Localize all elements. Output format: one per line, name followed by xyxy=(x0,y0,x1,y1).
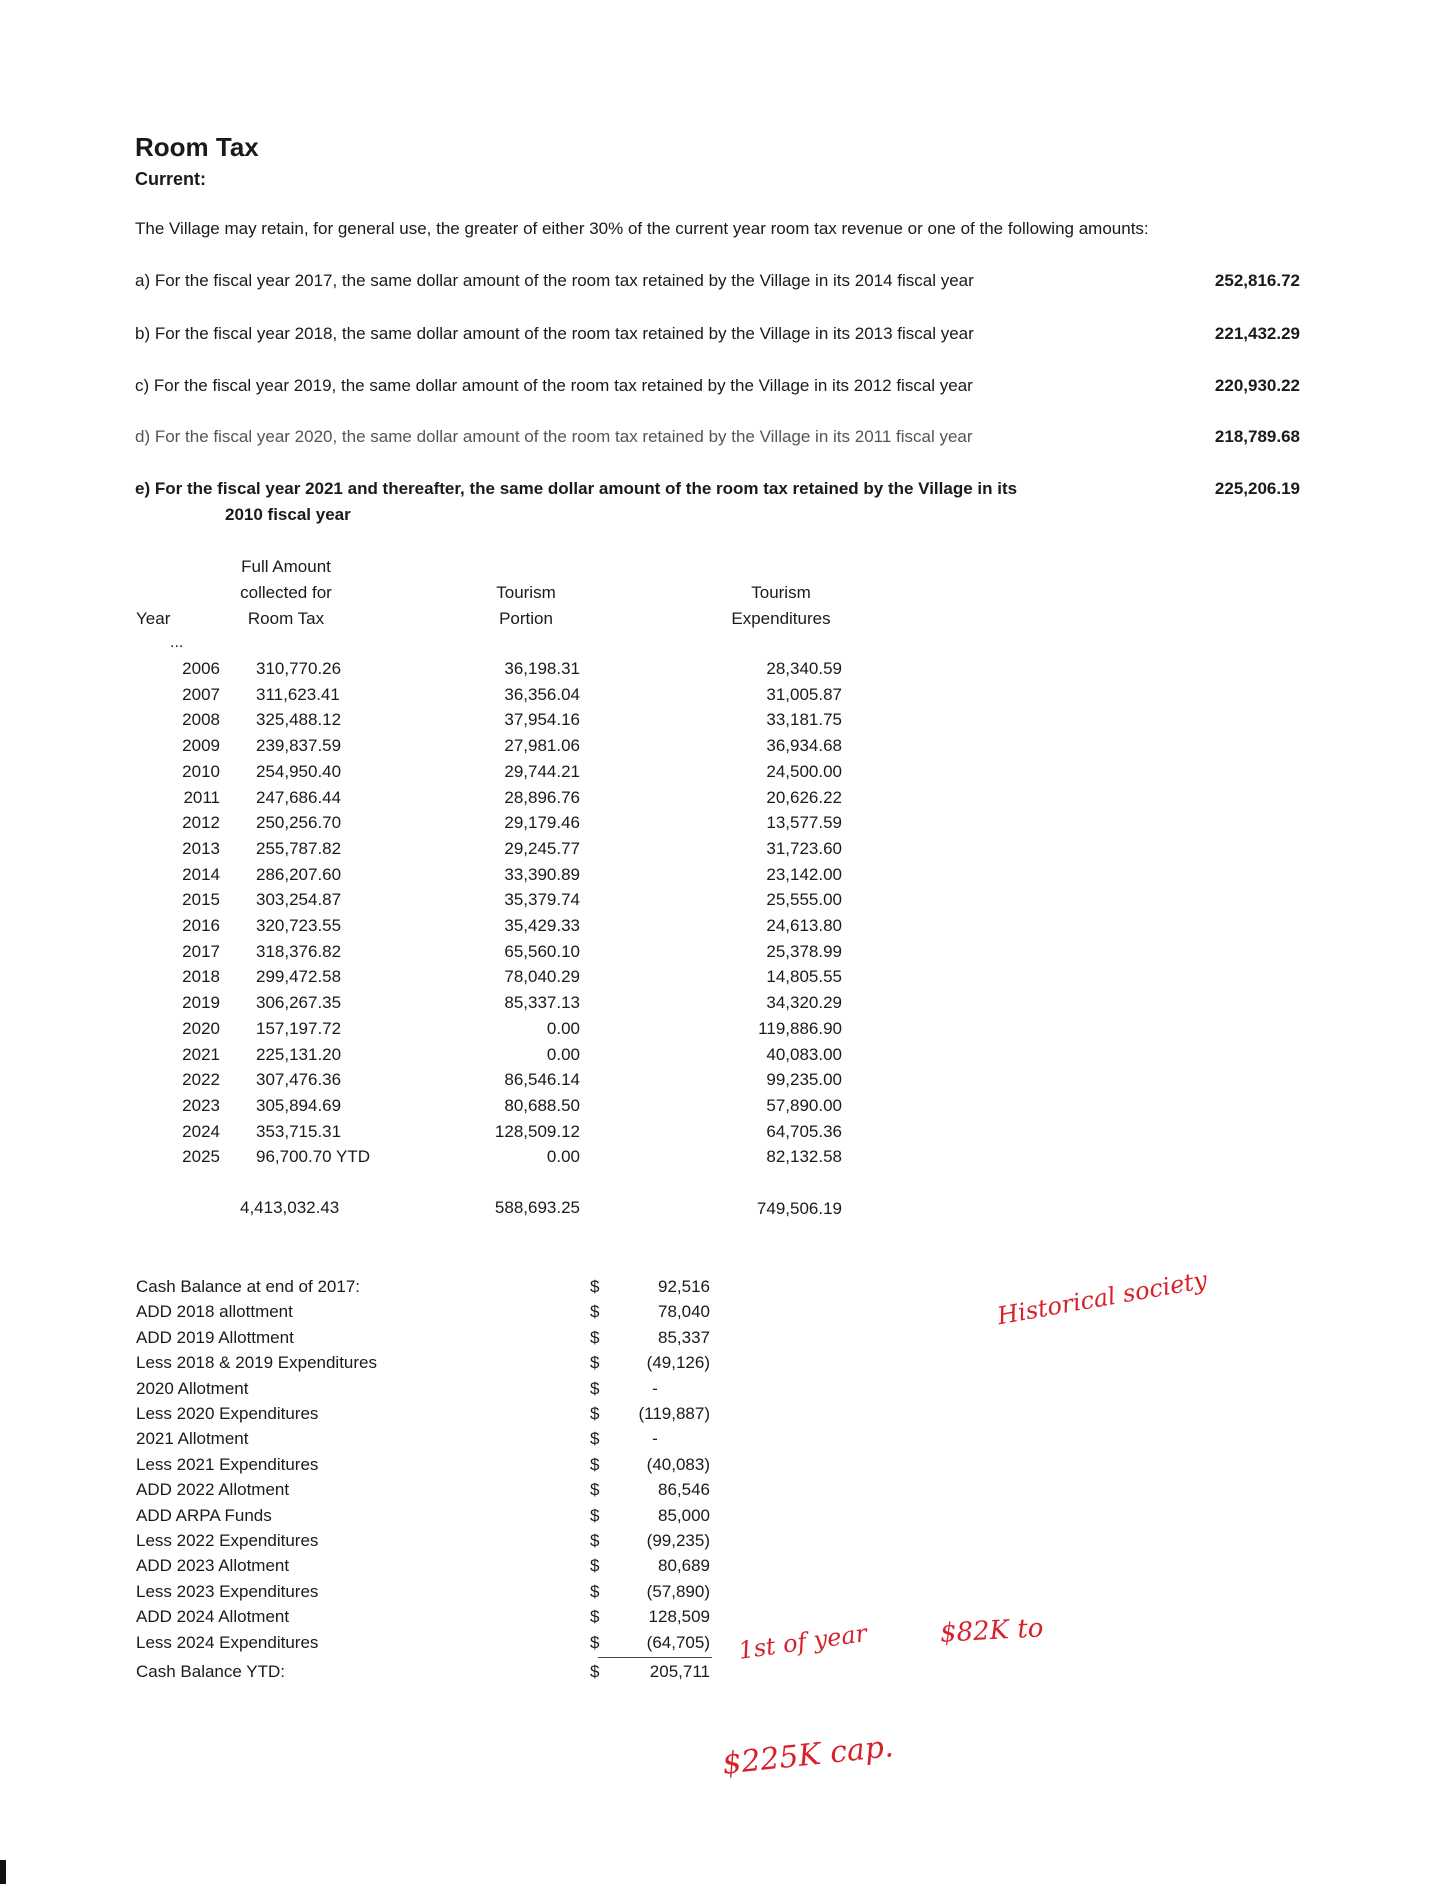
table-cell-tourism-portion: 80,688.50 xyxy=(504,1095,580,1115)
cash-row-label: ADD 2024 Allotment xyxy=(136,1607,290,1627)
table-cell-full-amount: 320,723.55 xyxy=(256,916,342,935)
cash-row-dollar-sign: $ xyxy=(590,1454,600,1474)
option-d-amount: 218,789.68 xyxy=(1214,427,1300,446)
table-cell-tourism-portion: 37,954.16 xyxy=(504,710,580,730)
table-cell-tourism-portion: 78,040.29 xyxy=(504,967,580,987)
handwritten-note-225k-cap: $225K cap. xyxy=(720,1729,896,1782)
table-cell-year: 2016 xyxy=(182,916,220,935)
table-cell-tourism-expenditures: 33,181.75 xyxy=(766,710,842,730)
table-cell-year: 2012 xyxy=(182,813,220,833)
option-e-text: e) For the fiscal year 2021 and thereafter, the same dollar amount of the room tax retained by the Village in its xyxy=(135,479,1018,498)
cash-row-label: 2021 Allotment xyxy=(136,1429,249,1449)
table-cell-year: 2022 xyxy=(182,1070,220,1090)
total-full-amount: 4,413,032.43 xyxy=(240,1198,340,1217)
cash-row-dollar-sign: $ xyxy=(590,1531,600,1550)
cash-row-value: 85,337 xyxy=(658,1327,710,1347)
cash-row-dollar-sign: $ xyxy=(590,1556,600,1576)
option-b-amount: 221,432.29 xyxy=(1214,324,1300,343)
table-cell-tourism-expenditures: 36,934.68 xyxy=(766,736,842,756)
subtotal-underline xyxy=(598,1657,712,1658)
cash-row-label: Less 2018 & 2019 Expenditures xyxy=(136,1353,378,1373)
table-cell-tourism-expenditures: 57,890.00 xyxy=(766,1095,842,1115)
table-cell-tourism-portion: 35,429.33 xyxy=(504,916,580,935)
cash-row-dollar-sign: $ xyxy=(590,1662,600,1681)
table-cell-tourism-expenditures: 14,805.55 xyxy=(766,967,842,987)
handwritten-note-82k: $82K to xyxy=(939,1613,1045,1649)
option-b-text: b) For the fiscal year 2018, the same dollar amount of the room tax retained by the Village in its 2013 fiscal year xyxy=(135,324,974,343)
table-cell-full-amount: 307,476.36 xyxy=(256,1070,342,1090)
header-tourism-expenditures: Tourism Expenditures xyxy=(731,583,831,628)
table-cell-tourism-expenditures: 119,886.90 xyxy=(758,1018,842,1038)
intro-text: The Village may retain, for general use, the greater of either 30% of the current year room tax revenue or one of the following amounts: xyxy=(135,219,1149,238)
cash-row-label: ADD 2019 Allottment xyxy=(136,1327,294,1347)
cash-row-dollar-sign: $ xyxy=(590,1404,600,1423)
cash-row-value: (64,705) xyxy=(646,1632,710,1652)
table-cell-tourism-portion: 65,560.10 xyxy=(504,941,580,961)
option-a-amount: 252,816.72 xyxy=(1214,271,1300,290)
table-cell-year: 2008 xyxy=(182,710,220,730)
cash-row-value: (40,083) xyxy=(646,1454,710,1474)
cash-row-label: Less 2022 Expenditures xyxy=(136,1531,319,1550)
cash-row-value: (119,887) xyxy=(638,1404,710,1423)
table-cell-tourism-expenditures: 31,005.87 xyxy=(766,684,842,704)
table-cell-year: 2023 xyxy=(182,1095,220,1115)
table-cell-tourism-portion: 0.00 xyxy=(546,1018,580,1038)
table-cell-tourism-portion: 36,198.31 xyxy=(504,659,580,678)
table-cell-tourism-expenditures: 64,705.36 xyxy=(766,1121,842,1141)
cash-row-dollar-sign: $ xyxy=(590,1505,600,1525)
cash-row-dollar-sign: $ xyxy=(590,1607,600,1627)
cash-row-value: 205,711 xyxy=(649,1662,710,1681)
table-cell-full-amount: 353,715.31 xyxy=(256,1121,342,1141)
table-cell-tourism-expenditures: 13,577.59 xyxy=(766,813,842,833)
table-cell-tourism-expenditures: 28,340.59 xyxy=(766,659,842,678)
cash-row-value: 86,546 xyxy=(658,1480,710,1500)
cash-row-label: Less 2021 Expenditures xyxy=(136,1454,319,1474)
cash-row-value: - xyxy=(652,1429,658,1449)
table-cell-tourism-expenditures: 24,613.80 xyxy=(766,916,842,935)
table-cell-tourism-portion: 128,509.12 xyxy=(494,1121,580,1141)
table-cell-tourism-portion: 33,390.89 xyxy=(504,864,580,884)
section-subtitle: Current: xyxy=(135,169,206,189)
table-cell-full-amount: 157,197.72 xyxy=(256,1018,342,1038)
table-cell-full-amount: 306,267.35 xyxy=(256,993,342,1013)
table-cell-tourism-expenditures: 82,132.58 xyxy=(766,1147,842,1167)
cash-row-label: 2020 Allotment xyxy=(136,1378,249,1398)
cash-row-label: Less 2023 Expenditures xyxy=(136,1581,319,1601)
table-cell-year: 2013 xyxy=(182,838,220,858)
cash-row-label: ADD ARPA Funds xyxy=(136,1505,272,1525)
table-ellipsis: ... xyxy=(170,634,184,651)
table-cell-year: 2011 xyxy=(183,787,220,807)
cash-row-label: ADD 2023 Allotment xyxy=(136,1556,290,1576)
option-e-amount: 225,206.19 xyxy=(1214,479,1300,498)
table-cell-tourism-portion: 29,744.21 xyxy=(504,761,580,781)
header-year: Year xyxy=(136,609,171,628)
option-c-text: c) For the fiscal year 2019, the same dollar amount of the room tax retained by the Village in its 2012 fiscal year xyxy=(135,376,973,395)
table-cell-year: 2015 xyxy=(182,890,220,910)
table-cell-tourism-expenditures: 24,500.00 xyxy=(766,761,842,781)
cash-row-value: - xyxy=(652,1378,658,1398)
table-cell-full-amount: 239,837.59 xyxy=(256,736,342,756)
cash-row-value: 92,516 xyxy=(658,1277,710,1296)
table-cell-full-amount: 303,254.87 xyxy=(256,890,342,910)
table-cell-year: 2020 xyxy=(182,1018,220,1038)
table-cell-tourism-expenditures: 40,083.00 xyxy=(766,1044,842,1064)
cash-row-dollar-sign: $ xyxy=(590,1302,600,1322)
cash-row-value: 78,040 xyxy=(658,1302,710,1322)
total-tourism-expenditures: 749,506.19 xyxy=(756,1199,842,1218)
table-cell-full-amount: 310,770.26 xyxy=(256,659,342,678)
header-tourism-portion: Tourism Portion xyxy=(496,583,556,628)
table-cell-full-amount: 299,472.58 xyxy=(256,967,342,987)
table-cell-year: 2010 xyxy=(182,761,220,781)
cash-row-dollar-sign: $ xyxy=(590,1353,600,1373)
table-cell-year: 2021 xyxy=(182,1044,220,1064)
cash-row-label: Cash Balance at end of 2017: xyxy=(136,1277,360,1296)
table-cell-year: 2018 xyxy=(182,967,220,987)
table-cell-year: 2017 xyxy=(182,941,220,961)
option-c-amount: 220,930.22 xyxy=(1214,376,1300,395)
table-cell-full-amount: 286,207.60 xyxy=(256,864,342,884)
table-cell-tourism-expenditures: 34,320.29 xyxy=(766,993,842,1013)
table-cell-full-amount: 318,376.82 xyxy=(256,941,342,961)
table-cell-full-amount: 96,700.70 YTD xyxy=(256,1147,371,1167)
table-cell-tourism-portion: 28,896.76 xyxy=(504,787,580,807)
cash-row-value: (49,126) xyxy=(646,1353,710,1373)
table-cell-year: 2014 xyxy=(182,864,220,884)
table-cell-tourism-portion: 0.00 xyxy=(546,1044,580,1064)
total-tourism-portion: 588,693.25 xyxy=(494,1198,580,1217)
cash-row-dollar-sign: $ xyxy=(590,1277,600,1296)
table-cell-year: 2007 xyxy=(182,684,220,704)
cash-row-dollar-sign: $ xyxy=(590,1581,600,1601)
cash-row-dollar-sign: $ xyxy=(590,1632,600,1652)
table-cell-full-amount: 311,623.41 xyxy=(256,684,340,704)
table-cell-full-amount: 225,131.20 xyxy=(256,1044,342,1064)
option-d-text: d) For the fiscal year 2020, the same dollar amount of the room tax retained by the Village in its 2011 fiscal year xyxy=(135,427,973,446)
table-cell-tourism-expenditures: 23,142.00 xyxy=(766,864,842,884)
cash-row-dollar-sign: $ xyxy=(590,1429,600,1449)
cash-row-dollar-sign: $ xyxy=(590,1327,600,1347)
table-cell-tourism-expenditures: 31,723.60 xyxy=(766,838,842,858)
cash-row-label: Cash Balance YTD: xyxy=(136,1662,285,1681)
handwritten-note-historical-society: Historical society xyxy=(995,1265,1210,1331)
table-cell-full-amount: 325,488.12 xyxy=(256,710,342,730)
cash-row-value: 80,689 xyxy=(658,1556,710,1576)
table-cell-tourism-portion: 27,981.06 xyxy=(504,736,580,756)
table-cell-tourism-portion: 86,546.14 xyxy=(504,1070,580,1090)
table-cell-year: 2019 xyxy=(182,993,220,1013)
cash-row-label: Less 2020 Expenditures xyxy=(136,1404,319,1423)
table-cell-tourism-expenditures: 99,235.00 xyxy=(766,1070,842,1090)
table-cell-tourism-portion: 29,179.46 xyxy=(504,813,580,833)
table-cell-year: 2024 xyxy=(182,1121,220,1141)
cash-row-value: 85,000 xyxy=(658,1505,710,1525)
table-cell-tourism-portion: 35,379.74 xyxy=(504,890,580,910)
table-cell-full-amount: 250,256.70 xyxy=(256,813,342,833)
table-cell-tourism-portion: 29,245.77 xyxy=(504,838,580,858)
header-full-amount: Full Amount collected for Room Tax xyxy=(240,557,332,628)
table-cell-year: 2025 xyxy=(182,1147,220,1167)
cash-row-value: (57,890) xyxy=(646,1581,710,1601)
table-cell-year: 2006 xyxy=(182,659,220,678)
table-cell-full-amount: 305,894.69 xyxy=(256,1095,342,1115)
table-cell-tourism-expenditures: 20,626.22 xyxy=(766,787,842,807)
cash-row-dollar-sign: $ xyxy=(590,1480,600,1500)
cash-row-value: 128,509 xyxy=(648,1607,710,1627)
table-cell-year: 2009 xyxy=(182,736,220,756)
cash-row-label: ADD 2018 allottment xyxy=(136,1302,293,1322)
table-cell-tourism-portion: 36,356.04 xyxy=(504,684,580,704)
option-a-text: a) For the fiscal year 2017, the same dollar amount of the room tax retained by the Village in its 2014 fiscal year xyxy=(135,271,974,290)
option-e-text-line2: 2010 fiscal year xyxy=(225,505,351,524)
cash-row-label: Less 2024 Expenditures xyxy=(136,1632,319,1652)
table-cell-tourism-portion: 0.00 xyxy=(546,1147,580,1167)
scan-edge-mark xyxy=(0,1860,6,1884)
table-cell-full-amount: 254,950.40 xyxy=(256,761,342,781)
table-cell-tourism-expenditures: 25,378.99 xyxy=(766,941,842,961)
cash-row-label: ADD 2022 Allotment xyxy=(136,1480,290,1500)
table-cell-full-amount: 247,686.44 xyxy=(256,787,342,807)
handwritten-note-first-of-year: 1st of year xyxy=(736,1619,869,1665)
page-title: Room Tax xyxy=(135,132,259,162)
table-cell-full-amount: 255,787.82 xyxy=(256,838,342,858)
table-cell-tourism-portion: 85,337.13 xyxy=(504,993,580,1013)
table-cell-tourism-expenditures: 25,555.00 xyxy=(766,890,842,910)
cash-row-dollar-sign: $ xyxy=(590,1378,600,1398)
cash-row-value: (99,235) xyxy=(646,1531,710,1550)
